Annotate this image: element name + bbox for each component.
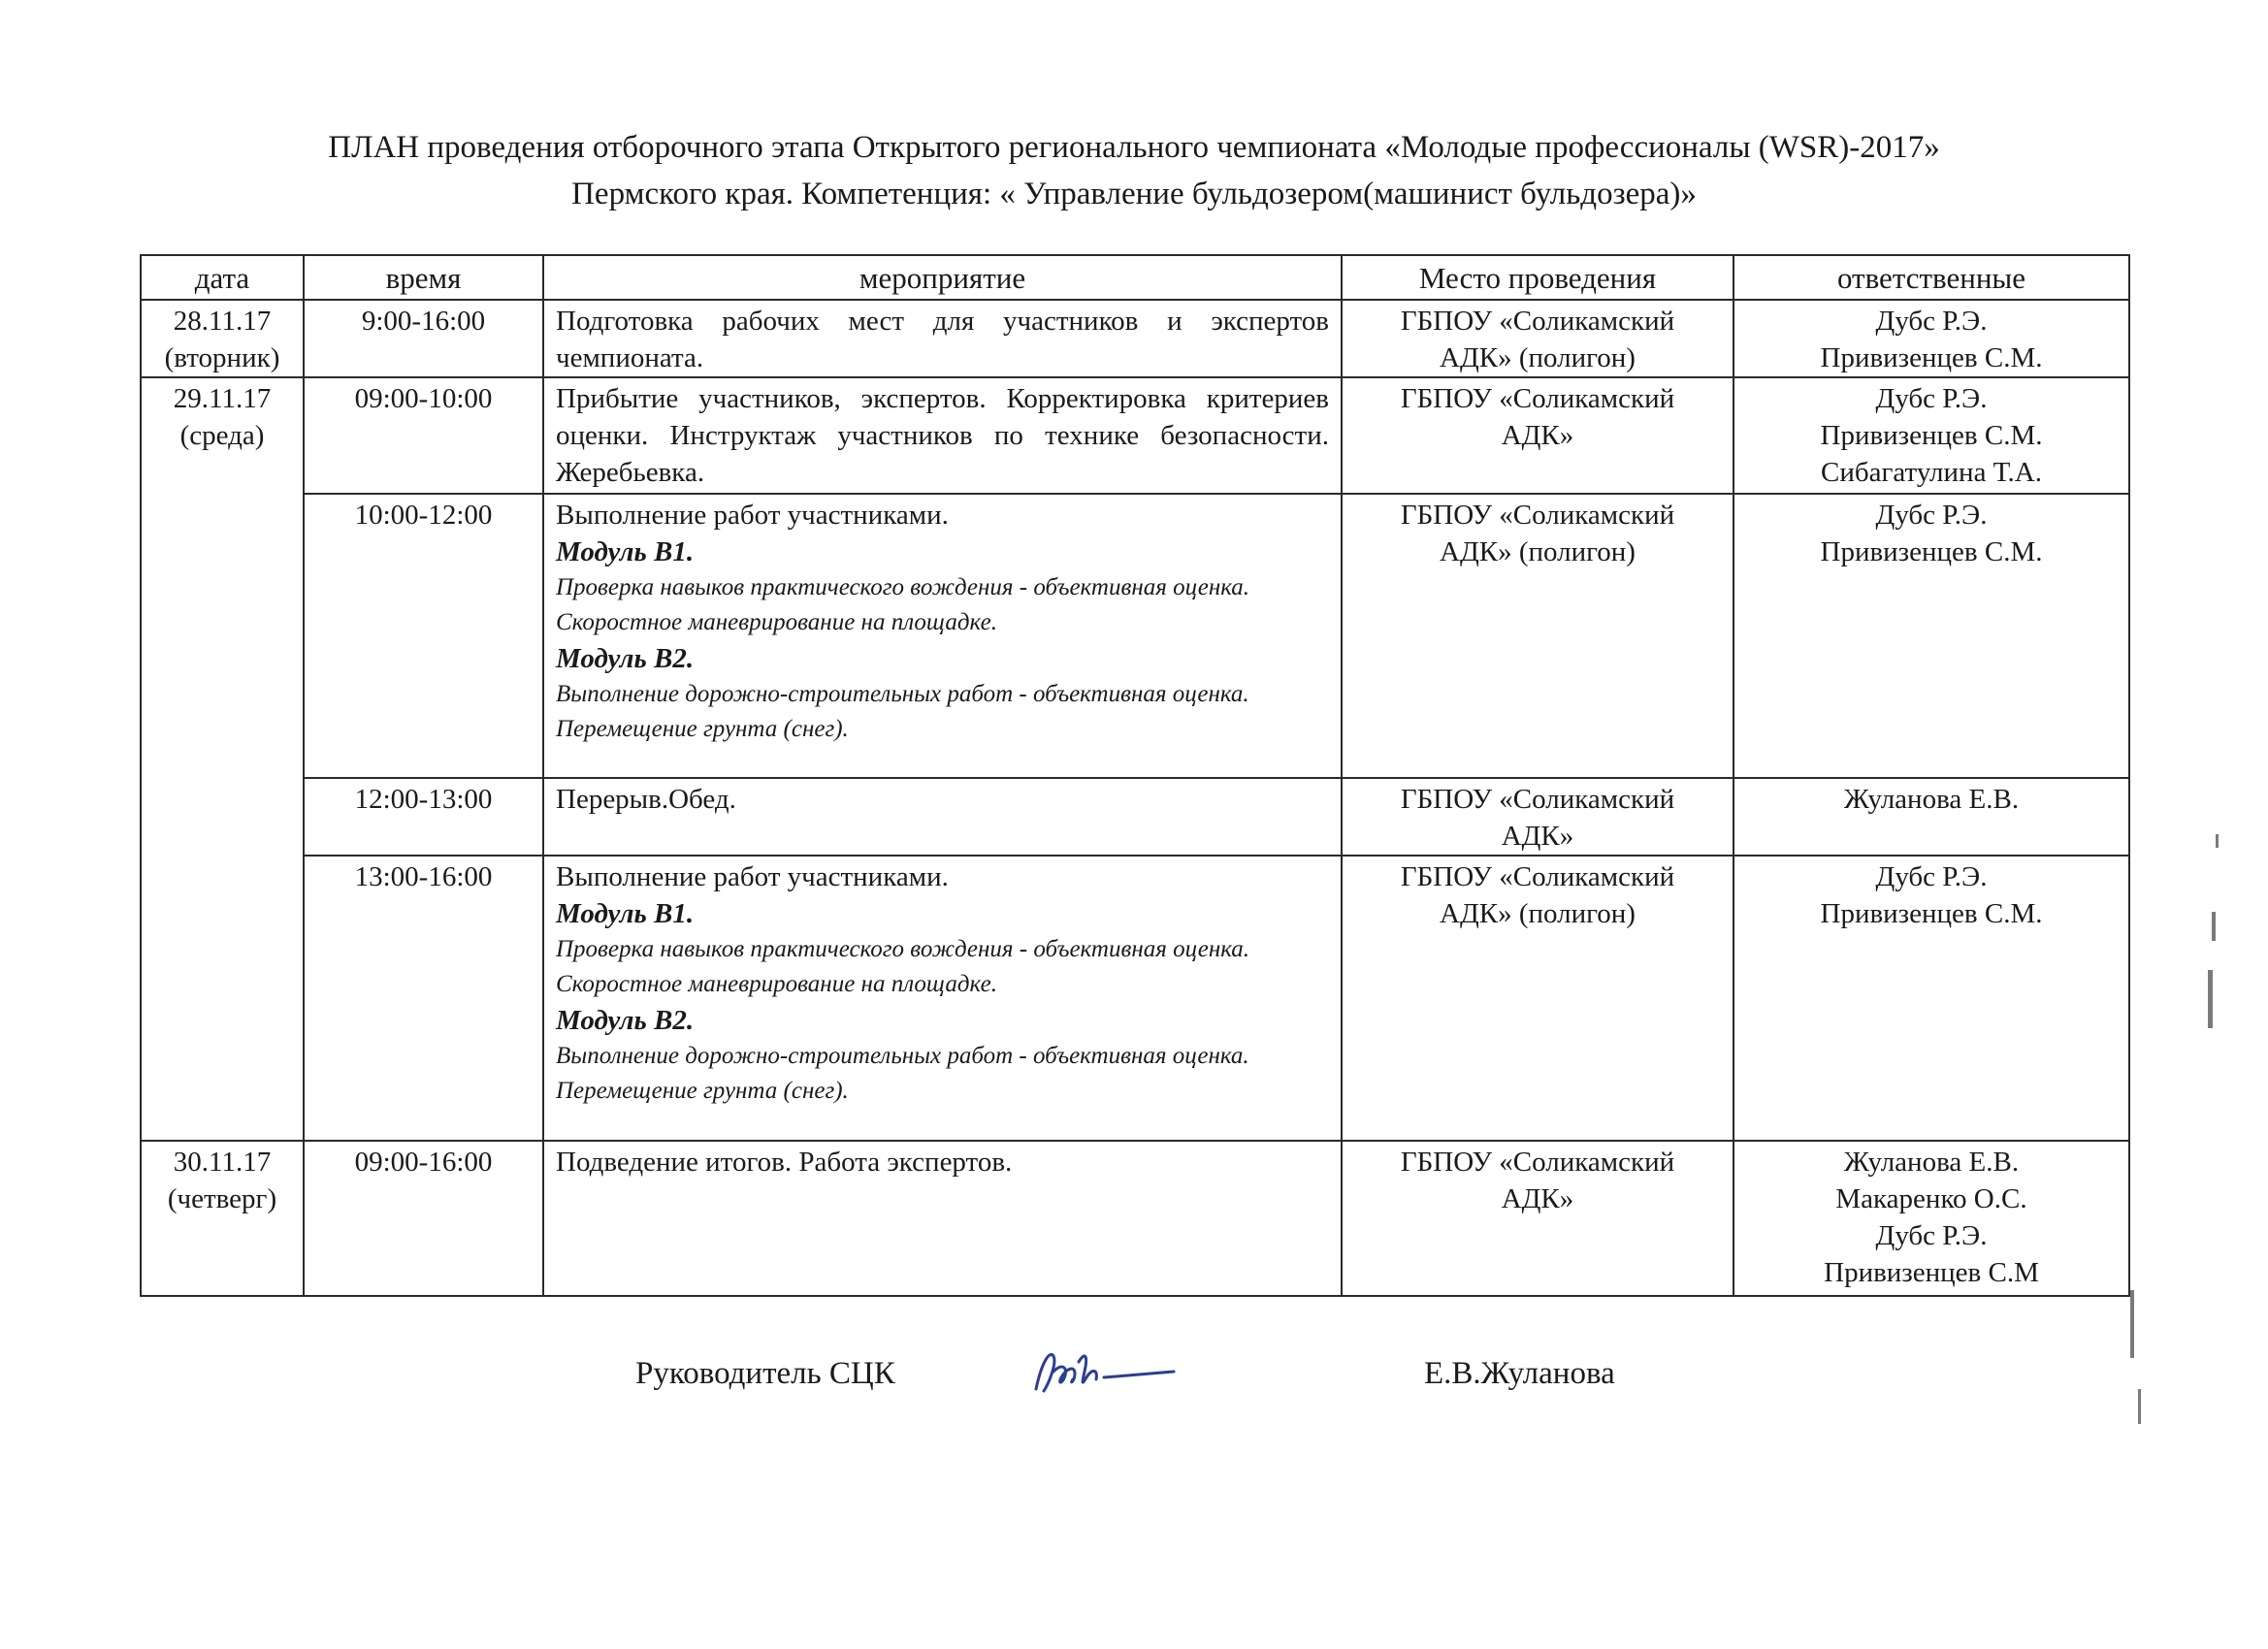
responsible-person: Сибагатулина Т.А. bbox=[1821, 457, 2042, 488]
place-cell bbox=[1342, 494, 1733, 778]
place-line-1: ГБПОУ «Соликамский bbox=[1400, 1147, 1675, 1178]
header-responsible: ответственные bbox=[1733, 255, 2129, 300]
place-line-1: ГБПОУ «Соликамский bbox=[1400, 306, 1675, 337]
time-cell: 12:00-13:00 bbox=[304, 778, 543, 856]
header-time: время bbox=[304, 255, 543, 300]
scan-artifact bbox=[2212, 912, 2216, 941]
module-b2-description: Выполнение дорожно-строительных работ - объективная оценка. Перемещение грунта (снег). bbox=[556, 1043, 1249, 1104]
time-cell: 09:00-10:00 bbox=[304, 377, 543, 494]
place-cell bbox=[1342, 377, 1733, 494]
table-row bbox=[141, 494, 2129, 778]
weekday-value: (среда) bbox=[179, 420, 265, 451]
responsible-person: Привизенцев С.М. bbox=[1820, 536, 2043, 567]
responsible-person: Привизенцев С.М. bbox=[1820, 342, 2043, 373]
responsible-person: Жуланова Е.В. bbox=[1843, 784, 2020, 815]
table-row bbox=[141, 856, 2129, 1141]
module-b1-description: Проверка навыков практического вождения - объективная оценка. Скоростное маневрирование на площадке. bbox=[556, 936, 1250, 997]
schedule-table bbox=[140, 254, 2130, 1297]
date-value: 28.11.17 bbox=[173, 306, 272, 337]
place-cell bbox=[1342, 778, 1733, 856]
date-cell bbox=[141, 377, 304, 1141]
responsible-person: Макаренко О.С. bbox=[1835, 1183, 2027, 1214]
place-line-2: АДК» (полигон) bbox=[1440, 536, 1636, 567]
signatory-name: Е.В.Жуланова bbox=[1424, 1356, 1615, 1391]
module-b2-title: Модуль В2. bbox=[556, 1005, 695, 1036]
module-b1-title: Модуль В1. bbox=[556, 898, 695, 929]
place-cell bbox=[1342, 856, 1733, 1141]
time-cell: 9:00-16:00 bbox=[304, 300, 543, 377]
place-cell bbox=[1342, 300, 1733, 377]
responsible-cell bbox=[1733, 856, 2129, 1141]
time-cell: 09:00-16:00 bbox=[304, 1141, 543, 1296]
time-cell: 13:00-16:00 bbox=[304, 856, 543, 1141]
responsible-person: Дубс Р.Э. bbox=[1875, 861, 1988, 892]
signatory-position: Руководитель СЦК bbox=[635, 1356, 895, 1391]
responsible-person: Дубс Р.Э. bbox=[1875, 306, 1988, 337]
place-line-1: ГБПОУ «Соликамский bbox=[1400, 383, 1675, 414]
scan-artifact bbox=[2130, 1290, 2134, 1358]
responsible-cell bbox=[1733, 300, 2129, 377]
event-intro: Выполнение работ участниками. bbox=[556, 861, 949, 892]
responsible-person: Привизенцев С.М bbox=[1824, 1257, 2039, 1288]
event-cell: Подготовка рабочих мест для участников и экспертов чемпионата. bbox=[543, 300, 1342, 377]
place-line-2: АДК» (полигон) bbox=[1440, 342, 1636, 373]
date-cell bbox=[141, 300, 304, 377]
scan-artifact bbox=[2138, 1389, 2141, 1424]
responsible-person: Дубс Р.Э. bbox=[1875, 1220, 1988, 1251]
date-value: 29.11.17 bbox=[173, 383, 272, 414]
responsible-cell bbox=[1733, 377, 2129, 494]
date-value: 30.11.17 bbox=[173, 1147, 272, 1178]
event-cell: Перерыв.Обед. bbox=[543, 778, 1342, 856]
table-row bbox=[141, 1141, 2129, 1296]
module-b2-description: Выполнение дорожно-строительных работ - объективная оценка. Перемещение грунта (снег). bbox=[556, 681, 1249, 742]
responsible-person: Дубс Р.Э. bbox=[1875, 383, 1988, 414]
place-line-1: ГБПОУ «Соликамский bbox=[1400, 784, 1675, 815]
weekday-value: (вторник) bbox=[164, 342, 280, 373]
place-line-2: АДК» bbox=[1501, 821, 1574, 852]
header-event: мероприятие bbox=[543, 255, 1342, 300]
header-date: дата bbox=[141, 255, 304, 300]
place-line-1: ГБПОУ «Соликамский bbox=[1400, 861, 1675, 892]
responsible-person: Дубс Р.Э. bbox=[1875, 500, 1988, 531]
responsible-person: Привизенцев С.М. bbox=[1820, 420, 2043, 451]
place-line-2: АДК» bbox=[1501, 1183, 1574, 1214]
module-b1-description: Проверка навыков практического вождения - объективная оценка. Скоростное маневрирование на площадке. bbox=[556, 574, 1250, 635]
responsible-person: Привизенцев С.М. bbox=[1820, 898, 2043, 929]
place-line-1: ГБПОУ «Соликамский bbox=[1400, 500, 1675, 531]
handwritten-signature bbox=[1028, 1342, 1213, 1406]
table-row bbox=[141, 778, 2129, 856]
table-header-row bbox=[141, 255, 2129, 300]
table-row bbox=[141, 377, 2129, 494]
weekday-value: (четверг) bbox=[167, 1183, 277, 1214]
module-b1-title: Модуль В1. bbox=[556, 536, 695, 567]
document-title bbox=[0, 124, 2268, 217]
responsible-cell bbox=[1733, 778, 2129, 856]
event-intro: Выполнение работ участниками. bbox=[556, 500, 949, 531]
event-cell: Подведение итогов. Работа экспертов. bbox=[543, 1141, 1342, 1296]
event-cell bbox=[543, 494, 1342, 778]
scan-artifact bbox=[2216, 834, 2219, 848]
event-cell: Прибытие участников, экспертов. Корректировка критериев оценки. Инструктаж участников по технике безопасности. Жеребьевка. bbox=[543, 377, 1342, 494]
table-row bbox=[141, 300, 2129, 377]
event-cell bbox=[543, 856, 1342, 1141]
responsible-cell bbox=[1733, 1141, 2129, 1296]
responsible-cell bbox=[1733, 494, 2129, 778]
place-cell bbox=[1342, 1141, 1733, 1296]
title-line-2: Пермского края. Компетенция: « Управление бульдозером(машинист бульдозера)» bbox=[571, 177, 1697, 211]
place-line-2: АДК» bbox=[1501, 420, 1574, 451]
responsible-person: Жуланова Е.В. bbox=[1843, 1147, 2020, 1178]
header-place: Место проведения bbox=[1342, 255, 1733, 300]
time-cell: 10:00-12:00 bbox=[304, 494, 543, 778]
title-line-1: ПЛАН проведения отборочного этапа Открытого регионального чемпионата «Молодые профессионалы (WSR)-2017» bbox=[328, 130, 1940, 165]
scan-artifact bbox=[2208, 970, 2213, 1028]
date-cell bbox=[141, 1141, 304, 1296]
module-b2-title: Модуль В2. bbox=[556, 643, 695, 674]
place-line-2: АДК» (полигон) bbox=[1440, 898, 1636, 929]
